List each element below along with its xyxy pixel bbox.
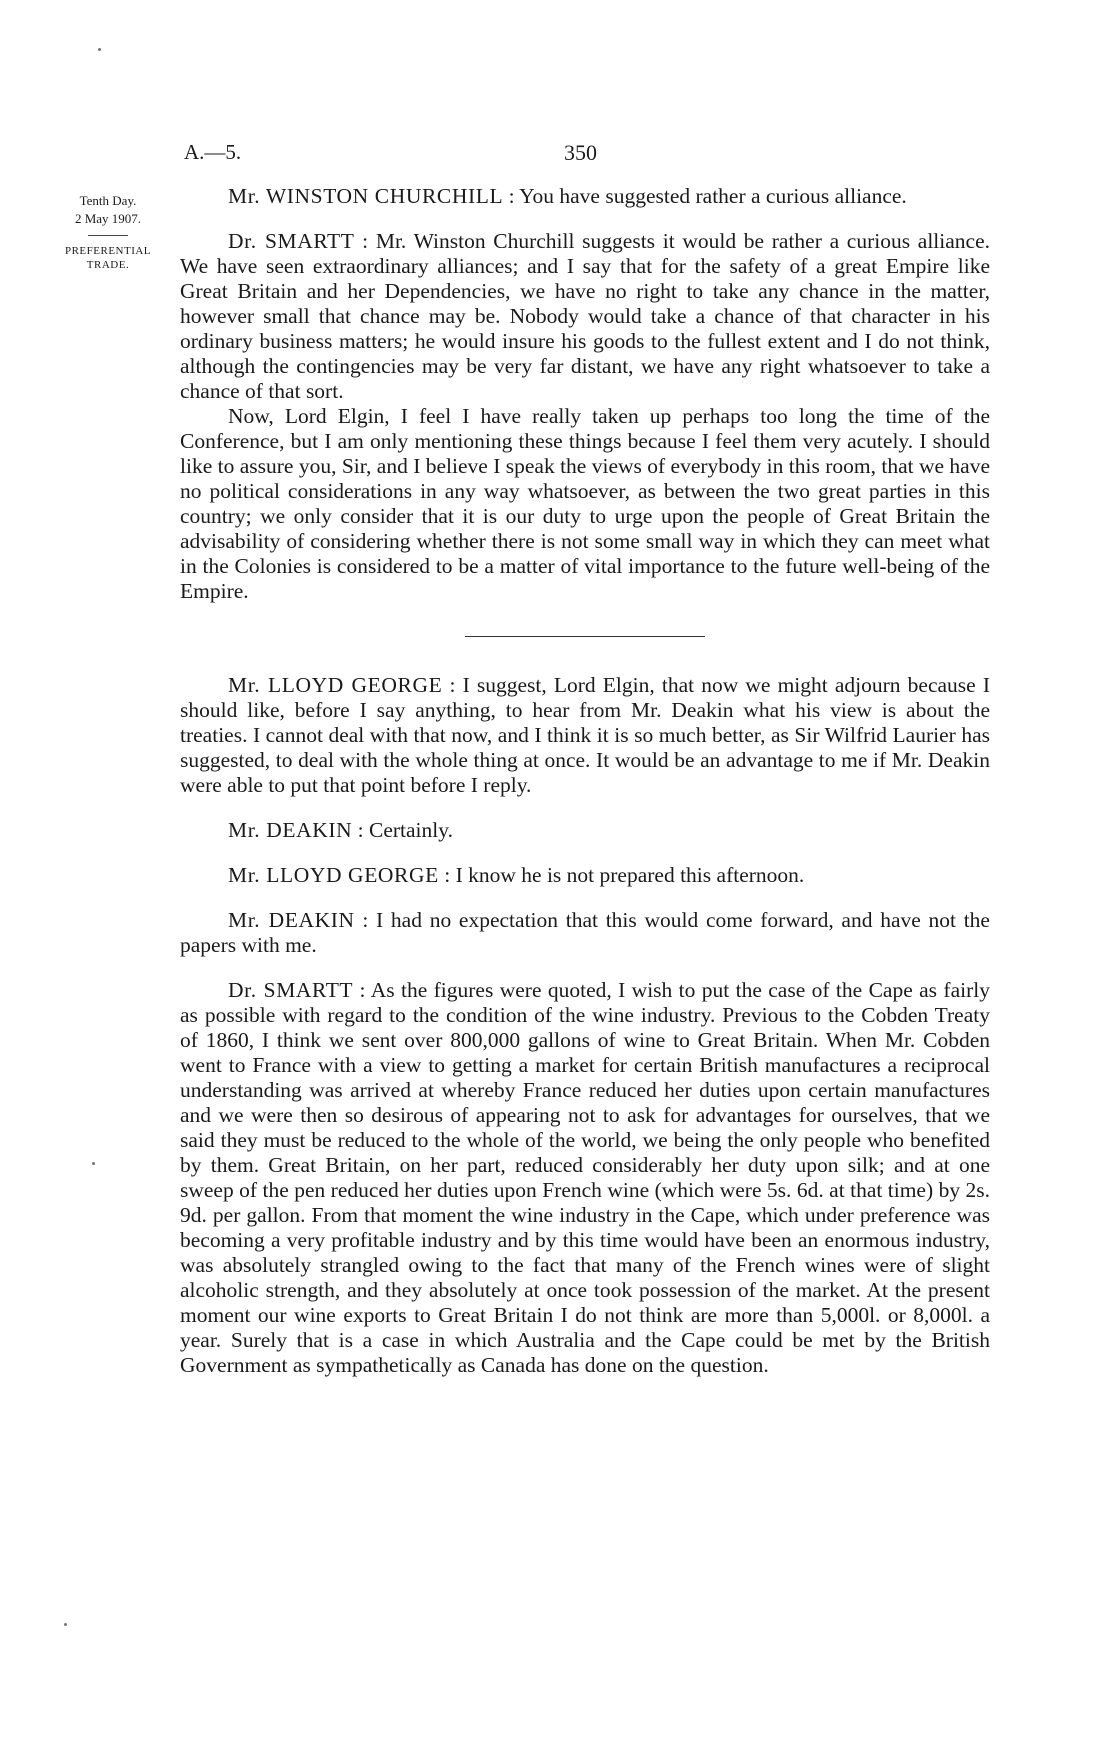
speaker-name: Mr. DEAKIN [228,908,355,932]
section-separator [465,636,705,637]
speech-text: Mr. Winston Churchill suggests it would be rather a curious alliance. We have seen extraordinary alliances; and I say that for the safety of a great Empire like Great Britain and her Dependencies, we have no right to take any chance in the matter, however small that chance may be. Nobody would take a chance of that character in his ordinary business matters; he would insure his goods to the fullest extent and I do not think, although the contingencies may be very far distant, we have any right whatsoever to take a chance of that sort. [180,229,990,403]
speaker-name: Mr. WINSTON CHURCHILL [228,184,504,208]
scan-speck [98,48,101,51]
speech-paragraph: Mr. WINSTON CHURCHILL : You have suggested rather a curious alliance. [228,184,907,208]
margin-notes [48,192,168,272]
speech-paragraph [180,404,990,604]
speaker-name: Mr. LLOYD GEORGE [228,673,443,697]
speech-paragraph: Mr. LLOYD GEORGE : I suggest, Lord Elgin, that now we might adjourn because I should like, before I say anything, to hear from Mr. Deakin what his view is about the treaties. I cannot deal with that now, and I think it is so much better, as Sir Wilfrid Laurier has suggested, to deal with the whole thing at once. It would be an advantage to me if Mr. Deakin were able to put that point before I reply. [180,673,990,797]
speech-paragraph: Mr. LLOYD GEORGE : I know he is not prepared this afternoon. [228,863,805,887]
margin-topic-line2: TRADE. [86,259,130,271]
speech-text: Certainly. [368,818,453,842]
document-reference: A.—5. [184,140,242,164]
margin-day: Tenth Day. [79,193,137,208]
speech-paragraph: Dr. SMARTT : Mr. Winston Churchill suggests it would be rather a curious alliance. We have seen extraordinary alliances; and I say that for the safety of a great Empire like Great Britain and her Dependencies, we have no right to take any chance in the matter, however small that chance may be. Nobody would take a chance of that character in his ordinary business matters; he would insure his goods to the fullest extent and I do not think, although the contingencies may be very far distant, we have any right whatsoever to take a chance of that sort. [180,229,990,403]
speech-paragraph: Mr. DEAKIN : Certainly. [228,818,453,842]
scan-speck [64,1623,67,1626]
speaker-name: Dr. SMARTT [228,229,355,253]
speech-paragraph: Dr. SMARTT : As the figures were quoted, I wish to put the case of the Cape as fairly as possible with regard to the condition of the wine industry. Previous to the Cobden Treaty of 1860, I think we sent over 800,000 gallons of wine to Great Britain. When Mr. Cobden went to France with a view to getting a market for certain British manufactures a reciprocal understanding was arrived at whereby France reduced her duties upon certain manufactures and we were then so desirous of appearing not to ask for advantages for ourselves, that we said they must be reduced to the whole of the world, we being the only people who benefited by them. Great Britain, on her part, reduced considerably her duty upon silk; and at one sweep of the pen reduced her duties upon French wine (which were 5s. 6d. at that time) by 2s. 9d. per gallon. From that moment the wine industry in the Cape, which under preference was becoming a very profitable industry and by this time would have been an enormous industry, was absolutely strangled owing to the fact that many of the French wines were of slight alcoholic strength, and they absolutely at once took possession of the market. At the present moment our wine exports to Great Britain I do not think are more than 5,000l. or 8,000l. a year. Surely that is a case in which Australia and the Cape could be met by the British Government as sympathetically as Canada has done on the question. [180,978,990,1377]
speech-text: As the figures were quoted, I wish to put the case of the Cape as fairly as possible with regard to the condition of the wine industry. Previous to the Cobden Treaty of 1860, I think we sent over 800,000 gallons of wine to Great Britain. When Mr. Cobden went to France with a view to getting a market for certain British manufactures a reciprocal understanding was arrived at whereby France reduced her duties upon certain manufactures and we were then so desirous of appearing not to ask for advantages for ourselves, that we said they must be reduced to the whole of the world, we being the only people who benefited by them. Great Britain, on her part, reduced considerably her duty upon silk; and at one sweep of the pen reduced her duties upon French wine (which were 5s. 6d. at that time) by 2s. 9d. per gallon. From that moment the wine industry in the Cape, which under preference was becoming a very profitable industry and by this time would have been an enormous industry, was absolutely strangled owing to the fact that many of the French wines were of slight alcoholic strength, and they absolutely at once took possession of the market. At the present moment our wine exports to Great Britain I do not think are more than 5,000l. or 8,000l. a year. Surely that is a case in which Australia and the Cape could be met by the British Government as sympathetically as Canada has done on the question. [180,978,990,1377]
speech-paragraph: Mr. DEAKIN : I had no expectation that this would come forward, and have not the papers with me. [180,908,990,957]
speech-text: You have suggested rather a curious alliance. [519,184,907,208]
margin-date: 2 May 1907. [74,211,142,226]
speaker-name: Mr. DEAKIN [228,818,353,842]
margin-topic-line1: PREFERENTIAL [64,245,152,257]
page-number: 350 [564,140,597,165]
speech-text: Now, Lord Elgin, I feel I have really taken up perhaps too long the time of the Conference, but I am only mentioning these things because I feel them very acutely. I should like to assure you, Sir, and I believe I speak the views of everybody in this room, that we have no political considerations in any way whatsoever, as between the two great parties in this country; we only consider that it is our duty to urge upon the people of Great Britain the advisability of considering whether there is not some small way in which they can meet what in the Colonies is considered to be a matter of vital importance to the future well-being of the Empire. [180,404,990,603]
margin-divider [88,235,128,236]
speech-text: I had no expectation that this would come forward, and have not the papers with me. [180,908,990,957]
main-text [180,184,990,1378]
speech-text: I know he is not prepared this afternoon. [455,863,805,887]
speaker-name: Mr. LLOYD GEORGE [228,863,439,887]
speaker-name: Dr. SMARTT [228,978,354,1002]
page-header [184,140,984,170]
scan-speck [92,1162,95,1165]
speech-text: I suggest, Lord Elgin, that now we might adjourn because I should like, before I say anything, to hear from Mr. Deakin what his view is about the treaties. I cannot deal with that now, and I think it is so much better, as Sir Wilfrid Laurier has suggested, to deal with the whole thing at once. It would be an advantage to me if Mr. Deakin were able to put that point before I reply. [180,673,990,797]
